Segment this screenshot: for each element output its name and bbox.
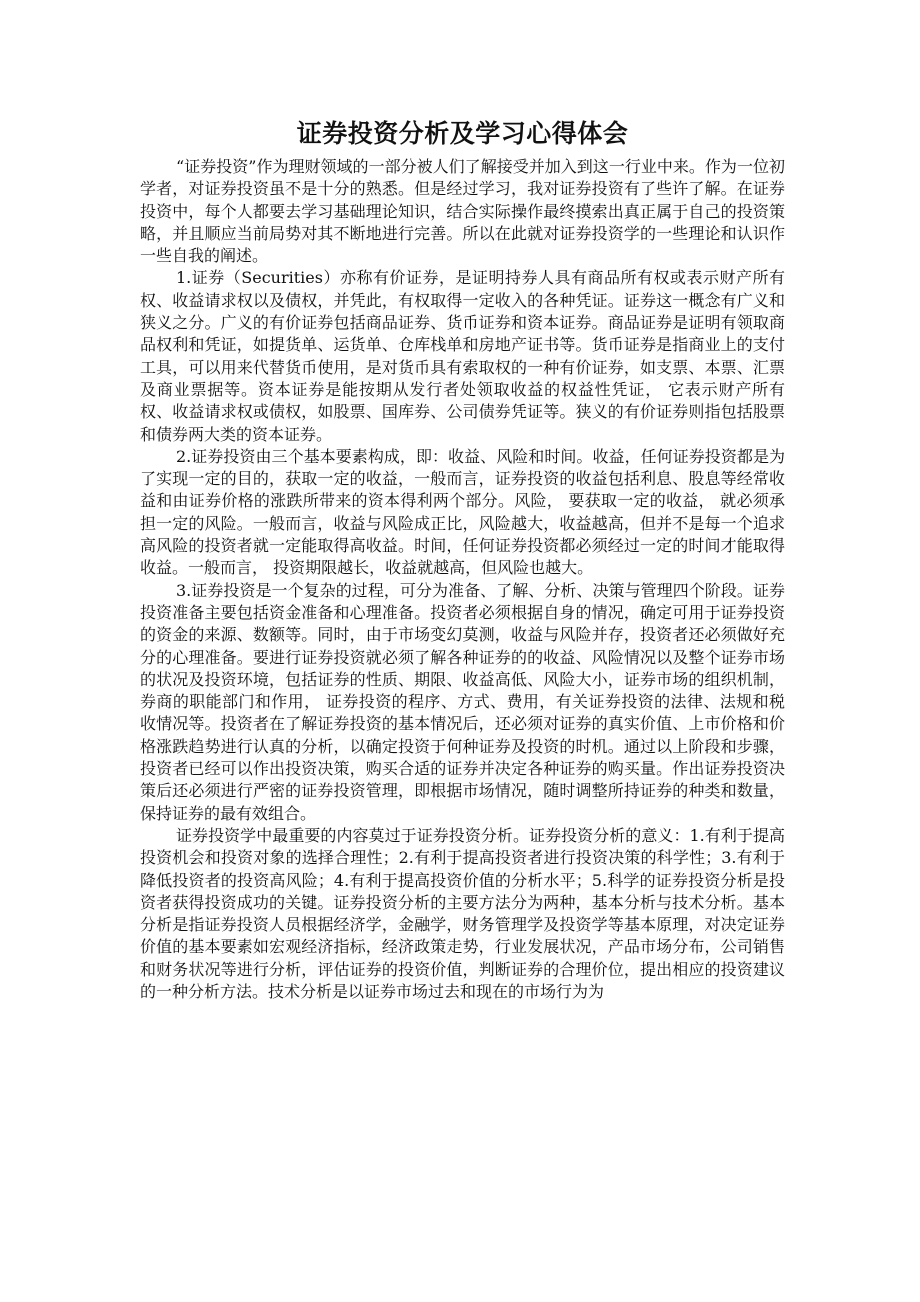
paragraph-investment-analysis: 证券投资学中最重要的内容莫过于证券投资分析。证券投资分析的意义：1.有利于提高投资机会和投资对象的选择合理性；2.有利于提高投资者进行投资决策的科学性；3.有利于降低投资者的投资高风险；4.有利于提高投资价值的分析水平；5.科学的证券投资分析是投资者获得投资成功的关键。证券投资分析的主要方法分为两种，基本分析与技术分析。基本分析是指证券投资人员根据经济学，金融学，财务管理学及投资学等基本原理，对决定证券价值的基本要素如宏观经济指标，经济政策走势，行业发展状况，产品市场分布，公司销售和财务状况等进行分析，评估证券的投资价值，判断证券的合理价位，提出相应的投资建议的一种分析方法。技术分析是以证券市场过去和现在的市场行为为 xyxy=(140,825,785,1001)
document-title: 证券投资分析及学习心得体会 xyxy=(296,119,629,148)
paragraph-intro: “证券投资”作为理财领域的一部分被人们了解接受并加入到这一行业中来。作为一位初学者，对证券投资虽不是十分的熟悉。但是经过学习，我对证券投资有了些许了解。在证券投资中，每个人都要去学习基础理论知识，结合实际操作最终摸索出真正属于自己的投资策略，并且顺应当前局势对其不断地进行完善。所以在此就对证券投资学的一些理论和认识作一些自我的阐述。 xyxy=(140,157,785,266)
paragraph-investment-process: 3.证券投资是一个复杂的过程，可分为准备、了解、分析、决策与管理四个阶段。证券投资准备主要包括资金准备和心理准备。投资者必须根据自身的情况，确定可用于证券投资的资金的来源、数额等。同时，由于市场变幻莫测，收益与风险并存，投资者还必须做好充分的心理准备。要进行证券投资就必须了解各种证券的的收益、风险情况以及整个证券市场的状况及投资环境，包括证券的性质、期限、收益高低、风险大小，证券市场的组织机制，券商的职能部门和作用， 证券投资的程序、方式、费用，有关证券投资的法律、法规和税收情况等。投资者在了解证券投资的基本情况后，还必须对证券的真实价值、上市价格和价格涨跌趋势进行认真的分析，以确定投资于何种证券及投资的时机。通过以上阶段和步骤，投资者已经可以作出投资决策，购买合适的证券并决定各种证券的购买量。作出证券投资决策后还必须进行严密的证券投资管理，即根据市场情况，随时调整所持证券的种类和数量，保持证券的最有效组合。 xyxy=(140,580,785,823)
paragraph-investment-elements: 2.证券投资由三个基本要素构成，即：收益、风险和时间。收益，任何证券投资都是为了实现一定的目的，获取一定的收益，一般而言，证券投资的收益包括利息、股息等经常收益和由证券价格的涨跌所带来的资本得利两个部分。风险， 要获取一定的收益， 就必须承担一定的风险。一般而言，收益与风险成正比，风险越大，收益越高，但并不是每一个追求高风险的投资者就一定能取得高收益。时间，任何证券投资都必须经过一定的时间才能取得收益。一般而言， 投资期限越长，收益就越高，但风险也越大。 xyxy=(140,446,785,578)
paragraph-securities-definition: 1.证券（Securities）亦称有价证券，是证明持券人具有商品所有权或表示财产所有权、收益请求权以及债权，并凭此，有权取得一定收入的各种凭证。证券这一概念有广义和狭义之分。广义的有价证券包括商品证券、货币证券和资本证券。商品证券是证明有领取商品权利和凭证，如提货单、运货单、仓库栈单和房地产证书等。货币证券是指商业上的支付工具，可以用来代替货币使用，是对货币具有索取权的一种有价证券，如支票、本票、汇票及商业票据等。资本证券是能按期从发行者处领取收益的权益性凭证， 它表示财产所有权、收益请求权或债权，如股票、国库券、公司债券凭证等。狭义的有价证券则指包括股票和债券两大类的资本证券。 xyxy=(140,268,785,444)
document-page xyxy=(140,112,785,1003)
